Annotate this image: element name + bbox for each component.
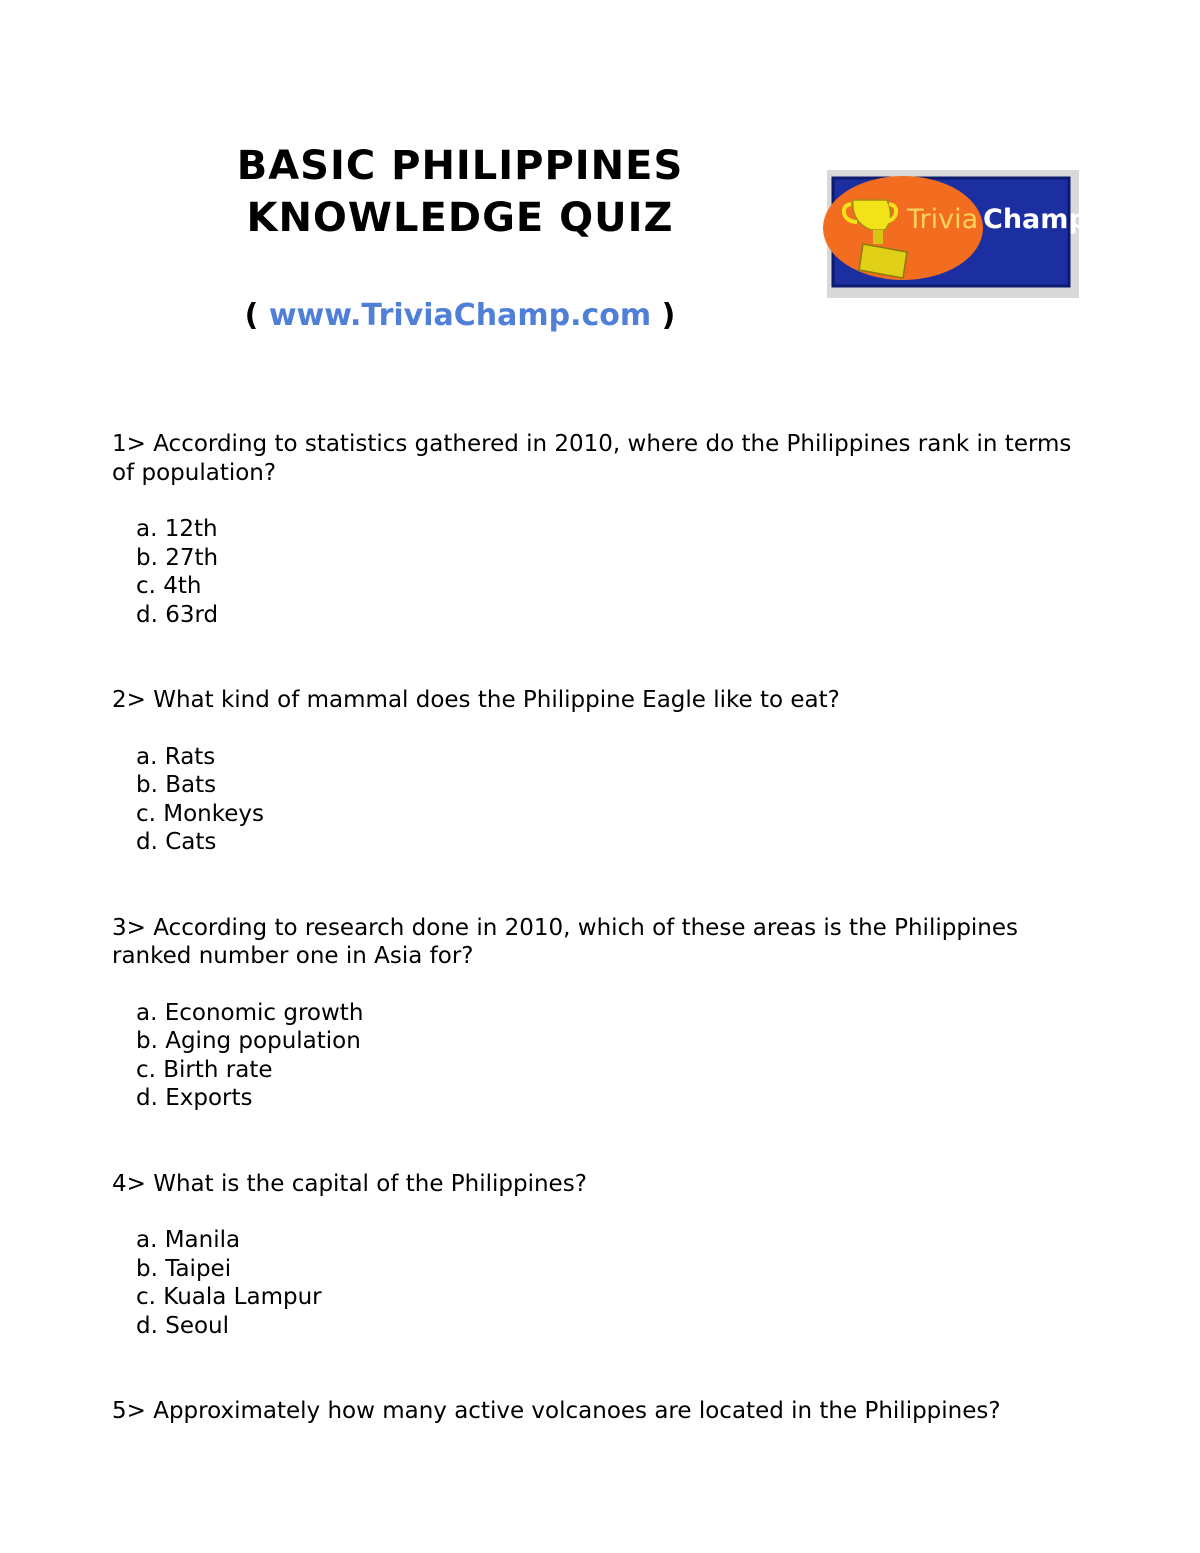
answer-options xyxy=(112,743,1072,857)
answer-option: d. Cats xyxy=(136,829,217,855)
answer-option: c. Kuala Lampur xyxy=(136,1284,322,1310)
logo-graphic xyxy=(833,178,1088,286)
question-block xyxy=(112,686,1072,857)
question-block xyxy=(112,430,1072,629)
answer-options xyxy=(112,999,1072,1113)
answer-option: a. 12th xyxy=(136,516,218,542)
answer-option: c. Birth rate xyxy=(136,1056,273,1083)
question-text: 4> What is the capital of the Philippines? xyxy=(112,1170,587,1197)
answer-options xyxy=(112,1226,1072,1340)
answer-option: c. 4th xyxy=(136,573,202,599)
answer-option: b. 27th xyxy=(136,544,219,571)
answer-option: a. Manila xyxy=(136,1227,241,1253)
question-text: 5> Approximately how many active volcanoes are located in the Philippines? xyxy=(112,1398,1001,1424)
quiz-title xyxy=(160,140,760,244)
logo-text-champ: Champ xyxy=(983,204,1088,235)
website-line xyxy=(160,296,760,336)
question-text: 1> According to statistics gathered in 2010, where do the Philippines rank in terms of population? xyxy=(112,431,1072,486)
question-block xyxy=(112,914,1072,1113)
answer-option: c. Monkeys xyxy=(136,800,265,827)
answer-option: d. Seoul xyxy=(136,1312,230,1339)
answer-option: b. Taipei xyxy=(136,1255,232,1282)
answer-option: a. Rats xyxy=(136,743,216,770)
title-line-2: KNOWLEDGE QUIZ xyxy=(246,195,674,241)
url-open-paren: ( xyxy=(244,298,269,333)
answer-option: a. Economic growth xyxy=(136,999,364,1026)
url-close-paren: ) xyxy=(651,298,676,333)
logo-text-trivia: Trivia xyxy=(907,204,979,235)
quiz-body xyxy=(112,430,1072,1483)
question-block xyxy=(112,1397,1072,1426)
triviachamp-logo xyxy=(827,170,1088,298)
website-link[interactable]: www.TriviaChamp.com xyxy=(268,298,652,333)
question-text: 2> What kind of mammal does the Philippine Eagle like to eat? xyxy=(112,687,840,713)
answer-option: d. 63rd xyxy=(136,601,219,628)
answer-option: d. Exports xyxy=(136,1085,253,1111)
title-line-1: BASIC PHILIPPINES xyxy=(236,143,684,189)
question-text: 3> According to research done in 2010, which of these areas is the Philippines ranked number one in Asia for? xyxy=(112,914,1019,969)
answer-option: b. Bats xyxy=(136,772,217,798)
answer-option: b. Aging population xyxy=(136,1028,361,1054)
question-block xyxy=(112,1170,1072,1341)
answer-options xyxy=(112,515,1072,629)
